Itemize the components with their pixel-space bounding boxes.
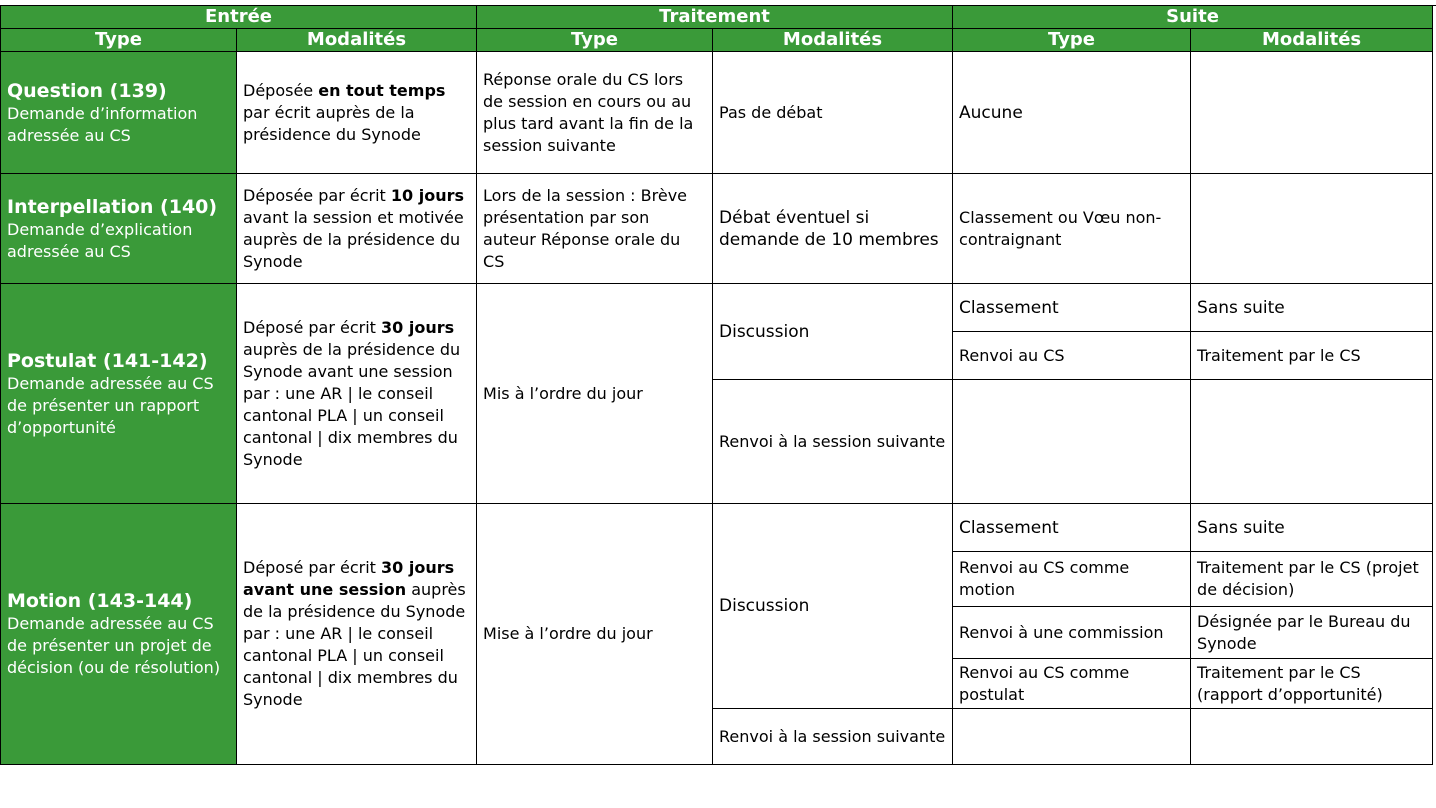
row-postulat-1 xyxy=(1,284,1433,332)
question-suite-modalites xyxy=(1191,52,1433,174)
question-title: Question (139) xyxy=(7,79,167,102)
group-header-entree: Entrée xyxy=(1,6,477,29)
question-desc: Demande d’information adressée au CS xyxy=(7,103,198,145)
question-suite-type: Aucune xyxy=(953,52,1191,174)
interpellation-entree-modalites xyxy=(237,174,477,284)
motion-traitement-discussion: Discussion xyxy=(713,504,953,709)
question-entree-modalites xyxy=(237,52,477,174)
group-header-row xyxy=(1,6,1433,29)
question-type-cell xyxy=(1,52,237,174)
postulat-traitement-renvoi: Renvoi à la session suivante xyxy=(713,380,953,504)
motion-suite-type-3: Renvoi au CS comme postulat xyxy=(953,659,1191,709)
subheader-entree-modalites: Modalités xyxy=(237,29,477,52)
motion-traitement-renvoi: Renvoi à la session suivante xyxy=(713,709,953,765)
interpellation-desc: Demande d’explication adressée au CS xyxy=(7,219,193,261)
postulat-desc: Demande adressée au CS de présenter un rapport d’opportunité xyxy=(7,373,214,437)
postulat-suite-type-0: Classement xyxy=(953,284,1191,332)
postulat-suite-mod-1: Traitement par le CS xyxy=(1191,332,1433,380)
motion-suite-empty-mod xyxy=(1191,709,1433,765)
motion-entree-text-1: Déposé par écrit xyxy=(243,558,382,577)
motion-type-cell xyxy=(1,504,237,765)
subheader-entree-type: Type xyxy=(1,29,237,52)
postulat-suite-empty-type xyxy=(953,380,1191,504)
subheader-suite-type: Type xyxy=(953,29,1191,52)
interpellation-traitement-type: Lors de la session : Brève présentation par son auteur Réponse orale du CS xyxy=(477,174,713,284)
motion-suite-mod-1: Traitement par le CS (projet de décision) xyxy=(1191,552,1433,607)
row-motion-1 xyxy=(1,504,1433,552)
postulat-suite-type-1: Renvoi au CS xyxy=(953,332,1191,380)
interpellation-type-cell xyxy=(1,174,237,284)
postulat-entree-text-1: Déposé par écrit xyxy=(243,317,382,337)
postulat-traitement-discussion: Discussion xyxy=(713,284,953,380)
row-interpellation xyxy=(1,174,1433,284)
sub-header-row xyxy=(1,29,1433,52)
group-header-suite: Suite xyxy=(953,6,1433,29)
interpellation-title: Interpellation (140) xyxy=(7,195,218,218)
postulat-entree-modalites xyxy=(237,284,477,504)
postulat-traitement-type: Mis à l’ordre du jour xyxy=(477,284,713,504)
procedures-table xyxy=(0,5,1433,765)
question-entree-bold: en tout temps xyxy=(318,80,446,100)
motion-desc: Demande adressée au CS de présenter un projet de décision (ou de résolution) xyxy=(7,614,221,677)
postulat-entree-text-2: auprès de la présidence du Synode avant une session par : une AR | le conseil cantonal PLA | un conseil cantonal | dix membres du Synode xyxy=(243,339,461,469)
motion-suite-type-1: Renvoi au CS comme motion xyxy=(953,552,1191,607)
postulat-type-cell xyxy=(1,284,237,504)
interpellation-traitement-modalites: Débat éventuel si demande de 10 membres xyxy=(713,174,953,284)
motion-title: Motion (143-144) xyxy=(7,590,193,612)
question-entree-text-2: par écrit auprès de la présidence du Synode xyxy=(243,102,421,144)
subheader-traitement-type: Type xyxy=(477,29,713,52)
subheader-suite-modalites: Modalités xyxy=(1191,29,1433,52)
interpellation-suite-modalites xyxy=(1191,174,1433,284)
motion-entree-text-2: auprès de la présidence du Synode par : une AR | le conseil cantonal PLA | un conseil cantonal | dix membres du Synode xyxy=(243,580,466,709)
postulat-entree-bold: 30 jours xyxy=(381,317,455,337)
question-traitement-modalites: Pas de débat xyxy=(713,52,953,174)
postulat-title: Postulat (141-142) xyxy=(7,349,208,372)
subheader-traitement-modalites: Modalités xyxy=(713,29,953,52)
motion-suite-mod-0: Sans suite xyxy=(1191,504,1433,552)
interpellation-suite-type: Classement ou Vœu non-contraignant xyxy=(953,174,1191,284)
row-question xyxy=(1,52,1433,174)
motion-suite-type-0: Classement xyxy=(953,504,1191,552)
motion-suite-mod-3: Traitement par le CS (rapport d’opportunité) xyxy=(1191,659,1433,709)
postulat-suite-mod-0: Sans suite xyxy=(1191,284,1433,332)
question-entree-text-1: Déposée xyxy=(243,80,319,100)
group-header-traitement: Traitement xyxy=(477,6,953,29)
interpellation-entree-bold: 10 jours xyxy=(390,185,464,205)
motion-suite-type-2: Renvoi à une commission xyxy=(953,607,1191,659)
motion-suite-mod-2: Désignée par le Bureau du Synode xyxy=(1191,607,1433,659)
interpellation-entree-text-1: Déposée par écrit xyxy=(243,185,391,205)
question-traitement-type: Réponse orale du CS lors de session en cours ou au plus tard avant la fin de la session suivante xyxy=(477,52,713,174)
motion-suite-empty-type xyxy=(953,709,1191,765)
motion-entree-bold: 30 jours avant une session xyxy=(243,558,455,599)
postulat-suite-empty-mod xyxy=(1191,380,1433,504)
interpellation-entree-text-2: avant la session et motivée auprès de la présidence du Synode xyxy=(243,207,464,271)
motion-traitement-type: Mise à l’ordre du jour xyxy=(477,504,713,765)
motion-entree-modalites xyxy=(237,504,477,765)
